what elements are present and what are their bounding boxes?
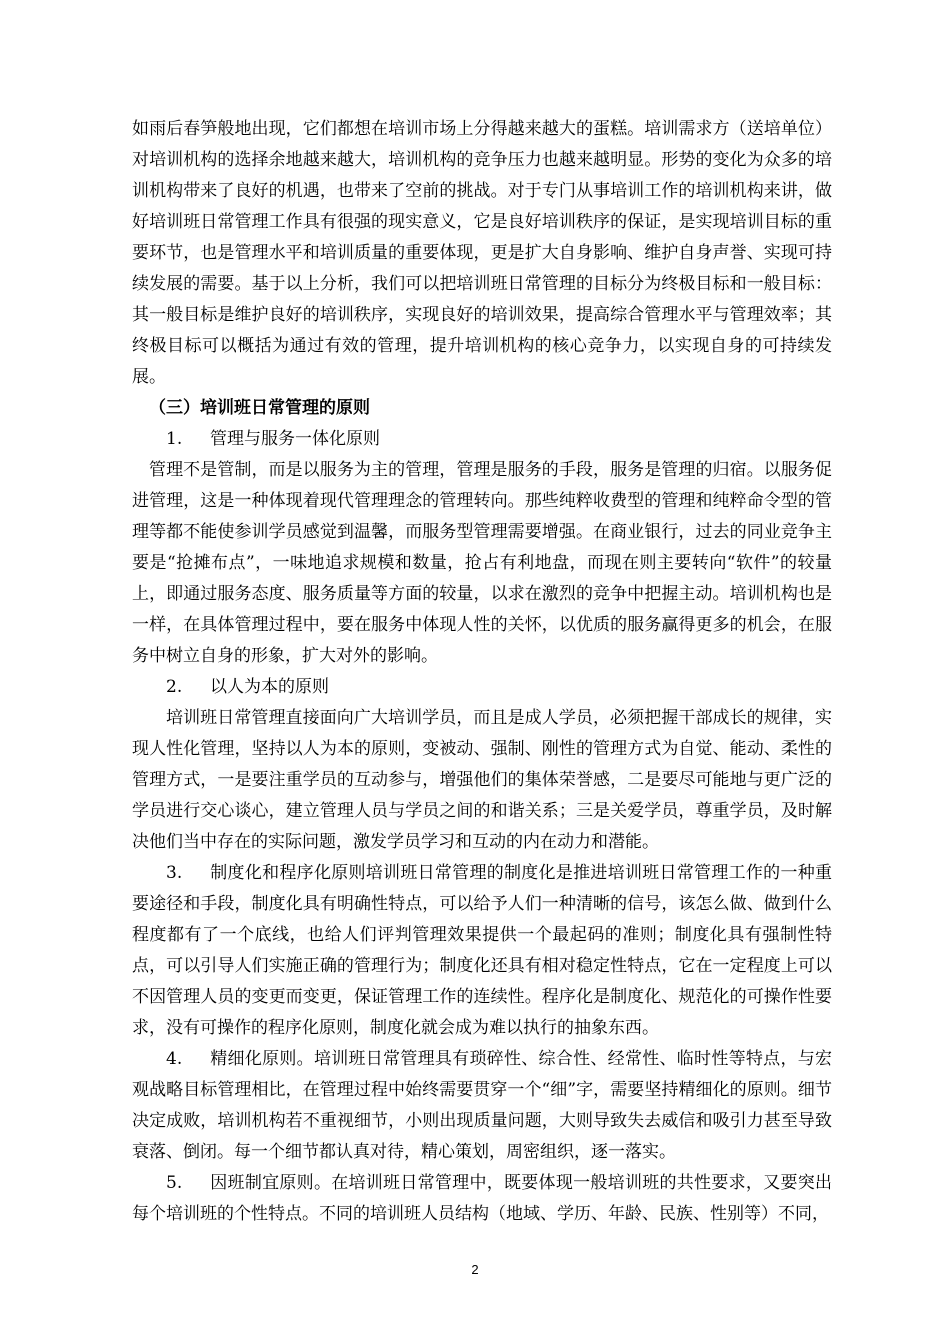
page-body (132, 114, 832, 1230)
list-item-number: 4. (166, 1049, 183, 1069)
list-item-5 (132, 1168, 832, 1230)
list-item-number: 3. (166, 863, 183, 883)
paragraph-goals: 如雨后春笋般地出现，它们都想在培训市场上分得越来越大的蛋糕。培训需求方（送培单位）对培训机构的选择余地越来越大，培训机构的竞争压力也越来越明显。形势的变化为众多的培训机构带来了良好的机遇，也带来了空前的挑战。对于专门从事培训工作的培训机构来讲，做好培训班日常管理工作具有很强的现实意义，它是良好培训秩序的保证，是实现培训目标的重要环节，也是管理水平和培训质量的重要体现，更是扩大自身影响、维护自身声誉、实现可持续发展的需要。基于以上分析，我们可以把培训班日常管理的目标分为终极目标和一般目标：其一般目标是维护良好的培训秩序，实现良好的培训效果，提高综合管理水平与管理效率；其终极目标可以概括为通过有效的管理，提升培训机构的核心竞争力，以实现自身的可持续发展。 (132, 119, 832, 387)
paragraph-people-oriented: 培训班日常管理直接面向广大培训学员，而且是成人学员，必须把握干部成长的规律，实现人性化管理，坚持以人为本的原则，变被动、强制、刚性的管理方式为自觉、能动、柔性的管理方式，一是要注重学员的互动参与，增强他们的集体荣誉感，二是要尽可能地与更广泛的学员进行交心谈心，建立管理人员与学员之间的和谐关系；三是关爱学员，尊重学员，及时解决他们当中存在的实际问题，激发学员学习和互动的内在动力和潜能。 (132, 708, 832, 852)
page-number: 2 (471, 1262, 479, 1277)
list-item-text: 因班制宜原则。在培训班日常管理中，既要体现一般培训班的共性要求，又要突出每个培训班的个性特点。不同的培训班人员结构（地域、学历、年龄、民族、性别等）不同， (132, 1173, 832, 1224)
list-item-text: 精细化原则。培训班日常管理具有琐碎性、综合性、经常性、临时性等特点，与宏观战略目标管理相比，在管理过程中始终需要贯穿一个“细”字，需要坚持精细化的原则。细节决定成败，培训机构若不重视细节，小则出现质量问题，大则导致失去威信和吸引力甚至导致衰落、倒闭。每一个细节都认真对待，精心策划，周密组织，逐一落实。 (132, 1049, 832, 1162)
list-item-1-title (132, 424, 832, 455)
list-item-text: 制度化和程序化原则培训班日常管理的制度化是推进培训班日常管理工作的一种重要途径和手段，制度化具有明确性特点，可以给予人们一种清晰的信号，该怎么做、做到什么程度都有了一个底线，也给人们评判管理效果提供一个最起码的准则；制度化具有强制性特点，可以引导人们实施正确的管理行为；制度化还具有相对稳定性特点，它在一定程度上可以不因管理人员的变更而变更，保证管理工作的连续性。程序化是制度化、规范化的可操作性要求，没有可操作的程序化原则，制度化就会成为难以执行的抽象东西。 (132, 863, 832, 1038)
list-item-title: 以人为本的原则 (210, 677, 329, 697)
list-item-number: 5. (166, 1173, 183, 1193)
list-item-3 (132, 858, 832, 1044)
list-item-number: 2. (166, 677, 183, 697)
list-item-number: 1. (166, 429, 183, 449)
list-item-title: 管理与服务一体化原则 (210, 429, 380, 449)
section-heading-principles: （三）培训班日常管理的原则 (149, 398, 370, 418)
list-item-2-title (132, 672, 832, 703)
paragraph-service: 管理不是管制，而是以服务为主的管理，管理是服务的手段，服务是管理的归宿。以服务促进管理，这是一种体现着现代管理理念的管理转向。那些纯粹收费型的管理和纯粹命令型的管理等都不能使参训学员感觉到温馨，而服务型管理需要增强。在商业银行，过去的同业竞争主要是“抢摊布点”，一味地追求规模和数量，抢占有利地盘，而现在则主要转向“软件”的较量上，即通过服务态度、服务质量等方面的较量，以求在激烈的竞争中把握主动。培训机构也是一样，在具体管理过程中，要在服务中体现人性的关怀，以优质的服务赢得更多的机会，在服务中树立自身的形象，扩大对外的影响。 (132, 460, 832, 666)
list-item-4 (132, 1044, 832, 1168)
